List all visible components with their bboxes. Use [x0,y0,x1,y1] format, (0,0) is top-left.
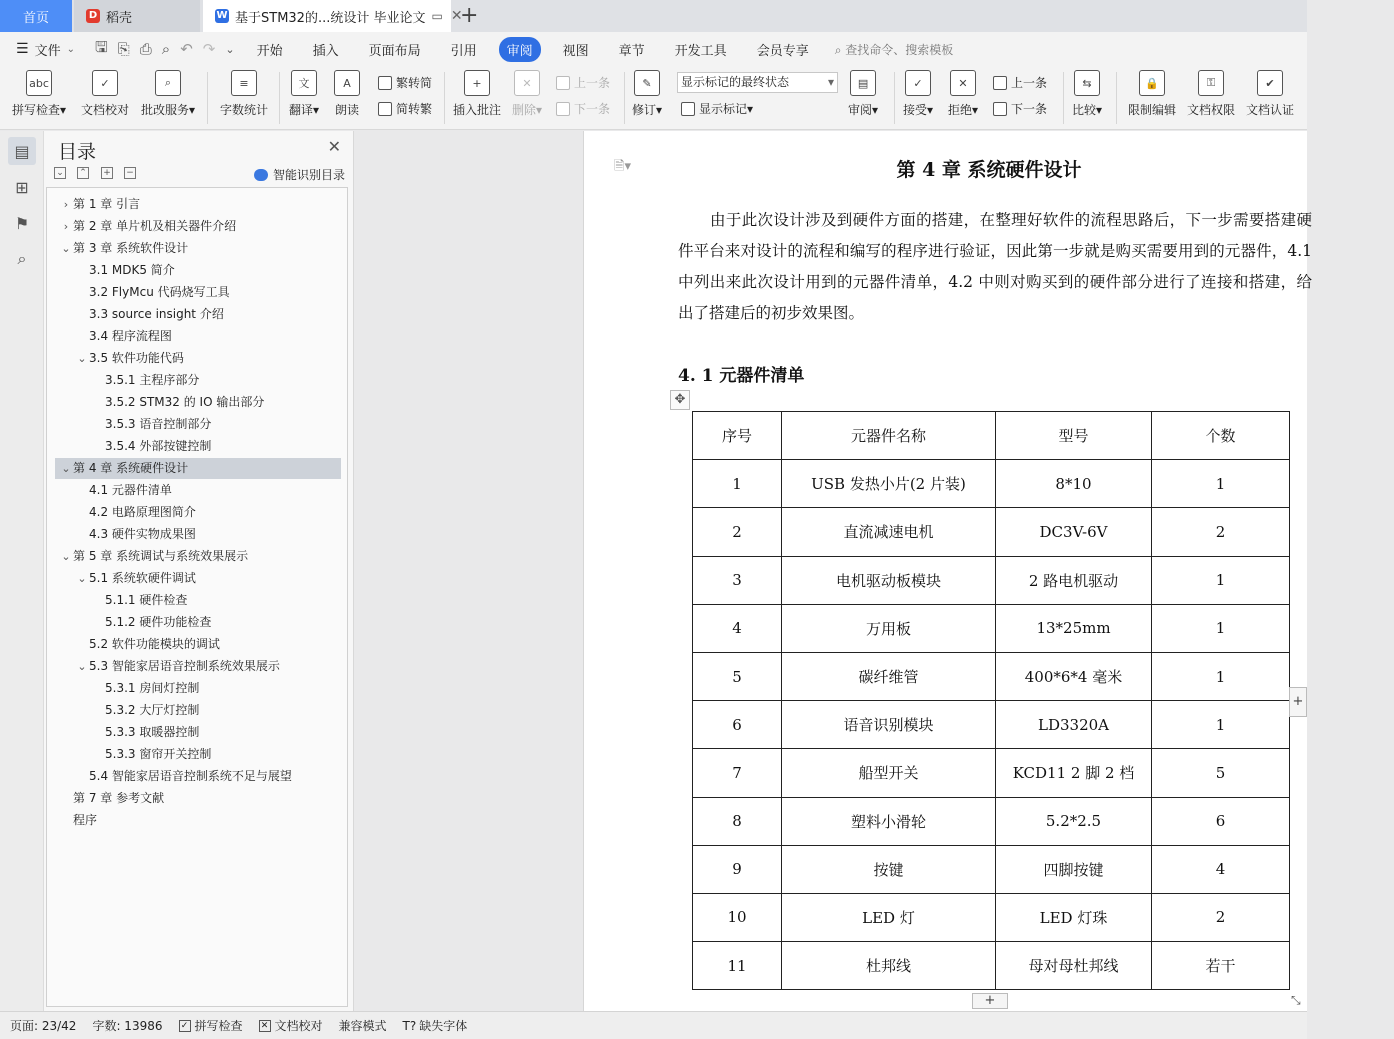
next-comment-label: 下一条 [574,102,611,116]
add-heading-icon[interactable]: + [101,167,113,179]
toc-item[interactable] [55,634,341,655]
table-row [693,893,1290,941]
read-aloud-label: 朗读 [334,103,359,117]
ribbon-separator [894,72,895,124]
next-change-label: 下一条 [1011,102,1048,116]
table-cell[interactable]: 2 [693,508,782,556]
prev-comment-button[interactable] [556,74,610,91]
toc-item-label: 5.3.3 取暖器控制 [105,725,200,739]
chapter-heading: 第 4 章 系统硬件设计 [896,159,1082,181]
doc-proof-label: 文档校对 [81,103,130,117]
toc-item[interactable] [55,392,341,413]
read-aloud-icon: A [334,70,360,96]
menu-bar [0,32,1307,66]
table-cell[interactable]: 2 [1152,508,1290,556]
next-comment-button[interactable] [556,100,610,117]
menu-tab-developer[interactable]: 开发工具 [674,43,727,59]
translate-label: 翻译 [289,103,314,117]
accept-label: 接受 [903,103,928,117]
toc-item[interactable] [55,568,341,589]
table-row [693,749,1290,797]
font-warning-icon: T? [402,1018,417,1033]
toc-item[interactable] [55,678,341,699]
window-restore-icon[interactable]: ▭ [431,9,443,23]
next-change-icon [993,102,1007,116]
table-row [693,652,1290,700]
file-menu-button[interactable] [16,40,75,59]
next-comment-icon [556,102,570,116]
toc-item[interactable] [55,480,341,501]
table-cell[interactable]: 船型开关 [782,749,996,797]
prev-comment-icon [556,76,570,90]
close-icon[interactable]: ✕ [327,137,341,156]
table-cell[interactable]: 3 [693,556,782,604]
word-count-label: 字数统计 [220,103,269,117]
toc-item-label: 5.4 智能家居语音控制系统不足与展望 [89,769,292,783]
toc-list [46,187,348,1007]
toc-item-label: 第 5 章 系统调试与系统效果展示 [73,549,249,563]
status-spell-label: 拼写检查 [194,1019,243,1033]
table-cell[interactable]: 1 [1152,604,1290,652]
table-cell[interactable]: 1 [1152,701,1290,749]
prev-change-icon [993,76,1007,90]
tab-document-label: 基于STM32的...统设计 毕业论文 [235,10,426,26]
table-row [693,701,1290,749]
reject-icon: ✕ [950,70,976,96]
status-bar [0,1011,1307,1039]
table-row [693,460,1290,508]
table-cell[interactable]: 5.2*2.5 [996,797,1152,845]
review-service-button[interactable]: ⌕ 批改服务▾ [141,70,195,118]
prev-change-button[interactable] [993,74,1047,91]
toc-item-label: 3.5.2 STM32 的 IO 输出部分 [105,395,265,409]
table-cell[interactable]: 1 [1152,652,1290,700]
checkbox-x-icon: ✕ [259,1020,271,1032]
delete-comment-button[interactable]: ✕ 删除▾ [512,70,542,118]
table-cell[interactable]: 9 [693,845,782,893]
translate-icon: 文 [291,70,317,96]
table-header-cell: 序号 [693,412,782,460]
track-changes-icon: ✎ [634,70,660,96]
menu-tab-view[interactable]: 视图 [562,43,589,59]
writer-doc-icon: W [216,10,228,21]
chevron-down-icon[interactable]: ⌄ [61,550,71,563]
table-cell[interactable]: 4 [693,604,782,652]
quick-access-dropdown-icon[interactable]: ⌄ [225,42,235,56]
nav-rail [0,131,44,1011]
toc-item[interactable] [55,700,341,721]
table-header-cell: 元器件名称 [782,412,996,460]
table-cell[interactable]: LD3320A [996,701,1152,749]
menu-tab-references[interactable]: 引用 [450,43,477,59]
toc-item[interactable] [55,458,341,479]
toc-item-label: 5.3.2 大厅灯控制 [105,703,200,717]
table-cell[interactable]: 8 [693,797,782,845]
command-search-placeholder: 查找命令、搜索模板 [845,42,954,57]
review-pane-label: 审阅 [848,103,873,117]
accept-icon: ✓ [905,70,931,96]
toc-item[interactable] [55,546,341,567]
table-cell[interactable]: 11 [693,942,782,990]
toc-item-label: 5.1 系统软硬件调试 [89,571,196,585]
command-search[interactable] [835,41,954,58]
menu-tab-home[interactable]: 开始 [256,43,283,59]
restrict-edit-button[interactable] [1128,70,1176,118]
prev-comment-label: 上一条 [574,76,611,90]
toc-item[interactable] [55,260,341,281]
table-cell[interactable]: 2 [1152,893,1290,941]
table-row [693,845,1290,893]
table-cell[interactable]: 万用板 [782,604,996,652]
spell-check-label: 拼写检查 [12,103,61,117]
toc-title: 目录 [58,141,97,163]
chevron-down-icon[interactable]: ⌄ [77,660,87,673]
table-cell[interactable]: 电机驱动板模块 [782,556,996,604]
toc-item[interactable] [55,194,341,215]
table-cell[interactable]: 6 [1152,797,1290,845]
track-changes-button[interactable]: ✎ 修订▾ [632,70,662,118]
compare-icon: ⇆ [1074,70,1100,96]
add-column-icon[interactable]: + [1289,687,1307,717]
toc-item[interactable] [55,282,341,303]
menu-tab-member[interactable]: 会员专享 [756,43,809,59]
spell-check-icon: abc [26,70,52,96]
traditional-to-simplified-label: 繁转简 [396,76,433,90]
reject-button[interactable]: ✕ 拒绝▾ [948,70,978,118]
toc-item-label: 3.2 FlyMcu 代码烧写工具 [89,285,230,299]
doc-permission-button[interactable] [1187,70,1235,118]
chevron-down-icon[interactable]: ⌄ [77,572,87,585]
toc-item-label: 第 4 章 系统硬件设计 [73,461,189,475]
toc-item-label: 3.3 source insight 介绍 [89,307,224,321]
menu-tab-insert[interactable]: 插入 [312,43,339,59]
toc-item-label: 3.5.1 主程序部分 [105,373,200,387]
table-cell[interactable]: 语音识别模块 [782,701,996,749]
show-markup-label: 显示标记 [699,102,748,116]
spell-check-button[interactable]: abc 拼写检查▾ [12,70,66,118]
table-cell[interactable]: 10 [693,893,782,941]
insert-comment-button[interactable] [453,70,501,118]
review-pane-icon: ▤ [850,70,876,96]
table-cell[interactable]: 碳纤维管 [782,652,996,700]
review-ribbon [0,66,1307,130]
chevron-down-icon[interactable]: ⌄ [77,352,87,365]
table-cell[interactable]: 2 路电机驱动 [996,556,1152,604]
toc-item-label: 5.3 智能家居语音控制系统效果展示 [89,659,280,673]
compat-mode-indicator: 兼容模式 [338,1019,387,1033]
review-service-icon: ⌕ [155,70,181,96]
simplified-to-traditional-button[interactable] [378,100,432,117]
chevron-right-icon[interactable]: › [63,220,69,233]
collapse-all-icon[interactable]: ⌃ [77,167,89,179]
show-markup-icon [681,102,695,116]
traditional-to-simplified-icon [378,76,392,90]
table-cell[interactable]: 母对母杜邦线 [996,942,1152,990]
translate-button[interactable]: 文 翻译▾ [289,70,319,118]
table-cell[interactable]: 1 [1152,460,1290,508]
toc-item[interactable] [55,436,341,457]
reject-label: 拒绝 [948,103,973,117]
table-row [693,797,1290,845]
doc-cert-label: 文档认证 [1246,103,1295,117]
search-icon[interactable]: ⌕ [17,249,27,268]
toc-item-label: 3.5.3 语音控制部分 [105,417,212,431]
accept-button[interactable]: ✓ 接受▾ [903,70,933,118]
review-pane-button[interactable]: ▤ 审阅▾ [848,70,878,118]
hamburger-icon: ☰ [16,41,29,57]
menu-tab-review[interactable]: 审阅 [499,37,541,62]
status-doc-proof[interactable] [259,1017,323,1034]
bookmark-icon[interactable]: ⚑ [14,213,30,233]
table-cell[interactable]: LED 灯珠 [996,893,1152,941]
toc-item[interactable] [55,370,341,391]
toc-item-label: 5.3.3 窗帘开关控制 [105,747,212,761]
toc-item-label: 第 1 章 引言 [73,197,141,211]
menu-tab-layout[interactable]: 页面布局 [368,43,421,59]
compare-label: 比较 [1072,103,1097,117]
chapter-nav-icon[interactable]: ⊞ [15,177,29,197]
table-cell[interactable]: 5 [693,652,782,700]
toc-item-label: 5.3.1 房间灯控制 [105,681,200,695]
toc-item[interactable] [55,216,341,237]
toc-item-label: 5.2 软件功能模块的调试 [89,637,220,651]
review-service-label: 批改服务 [141,103,190,117]
insert-comment-label: 插入批注 [453,103,502,117]
table-cell[interactable]: 杜邦线 [782,942,996,990]
toc-item[interactable] [55,744,341,765]
table-row [693,556,1290,604]
shield-icon: ✔ [1257,70,1283,96]
table-cell[interactable]: 4 [1152,845,1290,893]
toc-item-label: 程序 [73,813,98,827]
table-cell[interactable]: LED 灯 [782,893,996,941]
smart-toc-label: 智能识别目录 [272,168,345,182]
remove-heading-icon[interactable]: − [124,167,136,179]
table-cell[interactable]: 四脚按键 [996,845,1152,893]
document-page [583,131,1312,1011]
tab-daoke[interactable] [74,0,200,32]
page-indicator[interactable]: 页面: 23/42 [10,1019,77,1033]
save-icon[interactable]: 🖫 [94,37,108,56]
toc-item-label: 第 3 章 系统软件设计 [73,241,189,255]
toc-item[interactable] [55,348,341,369]
toc-item[interactable] [55,722,341,743]
table-cell[interactable]: 5 [1152,749,1290,797]
toc-item-label: 4.3 硬件实物成果图 [89,527,196,541]
prev-change-label: 上一条 [1011,76,1048,90]
redo-icon[interactable]: ↷ [202,40,216,58]
ribbon-separator [444,72,445,124]
doc-permission-icon: ⚿ [1198,70,1224,96]
tab-bar [0,0,1307,32]
toc-item[interactable] [55,810,341,831]
table-cell[interactable]: 8*10 [996,460,1152,508]
table-cell[interactable]: USB 发热小片(2 片装) [782,460,996,508]
chevron-down-icon: ⌄ [66,43,75,55]
section-heading: 4. 1 元器件清单 [678,366,805,386]
table-row [693,942,1290,990]
toc-panel [44,131,354,1011]
toc-item-label: 3.1 MDK5 简介 [89,263,175,277]
read-aloud-button[interactable] [334,70,360,118]
table-row [693,508,1290,556]
menu-tab-chapter[interactable]: 章节 [618,43,645,59]
toc-item-label: 3.5 软件功能代码 [89,351,184,365]
simplified-to-traditional-label: 简转繁 [396,102,433,116]
status-proof-label: 文档校对 [274,1019,323,1033]
toc-item[interactable] [55,788,341,809]
table-cell[interactable]: 400*6*4 毫米 [996,652,1152,700]
table-header-row [693,412,1290,460]
table-cell[interactable]: 塑料小滑轮 [782,797,996,845]
simplified-to-traditional-icon [378,102,392,116]
toc-item[interactable] [55,326,341,347]
table-cell[interactable]: DC3V-6V [996,508,1152,556]
add-tab-icon[interactable]: + [460,3,479,28]
toc-item-label: 第 7 章 参考文献 [73,791,165,805]
chevron-right-icon[interactable]: › [63,198,69,211]
undo-icon[interactable]: ↶ [180,40,193,58]
page-gutter [355,131,583,1011]
markup-state-select[interactable]: 显示标记的最终状态 ▾ [677,72,838,93]
toc-item[interactable] [55,656,341,677]
search-icon: ⌕ [834,42,842,57]
toc-item[interactable] [55,766,341,787]
checkbox-check-icon: ✓ [179,1020,191,1032]
toc-item[interactable] [55,304,341,325]
expand-all-icon[interactable]: ⌄ [54,167,66,179]
next-change-button[interactable] [993,100,1047,117]
table-cell[interactable]: 直流减速电机 [782,508,996,556]
print-preview-icon[interactable]: ⌕ [161,40,171,58]
chevron-down-icon[interactable]: ⌄ [61,242,71,255]
export-pdf-icon[interactable]: ⎘ [117,40,130,58]
add-row-icon[interactable]: + [972,993,1008,1009]
page-options-icon[interactable]: 🗎▾ [614,159,631,174]
toc-item-label: 第 2 章 单片机及相关器件介绍 [73,219,237,233]
doc-cert-button[interactable] [1246,70,1294,118]
table-cell[interactable]: 1 [1152,556,1290,604]
restrict-edit-label: 限制编辑 [1128,103,1177,117]
ribbon-separator [1063,72,1064,124]
print-icon[interactable]: ⎙ [139,40,152,58]
file-menu-label: 文件 [34,43,61,59]
lock-icon: 🔒 [1139,70,1165,96]
component-table [692,411,1290,990]
table-header-cell: 型号 [996,412,1152,460]
status-spell-check[interactable] [179,1017,243,1034]
doc-proof-button[interactable] [81,70,129,118]
body-paragraph: 由于此次设计涉及到硬件方面的搭建，在整理好软件的流程思路后，下一步需要搭建硬件平台来对设计的流程和编写的程序进行验证，因此第一步就是购买需要用到的元器件，4.1 中列出来此次设计用到的元器件清单，4.2 中则对购买到的硬件部分进行了连接和搭建，给出了搭建后的初步效果图。 [678,211,1312,322]
table-cell[interactable]: 7 [693,749,782,797]
expand-icon[interactable]: ⤡ [1291,993,1301,1007]
smart-ai-icon [254,169,268,181]
toc-item[interactable] [55,238,341,259]
table-move-handle-icon[interactable]: ✥ [670,390,690,410]
ribbon-separator [1116,72,1117,124]
toc-item[interactable] [55,612,341,633]
show-markup-button[interactable]: 显示标记▾ [681,100,753,117]
word-count-icon: ≡ [231,70,257,96]
traditional-to-simplified-button[interactable] [378,74,432,91]
delete-comment-icon: ✕ [514,70,540,96]
smart-toc-button[interactable] [254,166,345,183]
toc-item-label: 3.5.4 外部按键控制 [105,439,212,453]
daoke-logo-icon: D [86,9,100,23]
tab-daoke-label: 稻壳 [106,10,133,26]
tab-home[interactable] [0,0,72,32]
table-cell[interactable]: 13*25mm [996,604,1152,652]
delete-comment-label: 删除 [512,103,537,117]
missing-font-label: 缺失字体 [419,1019,468,1033]
toc-item-label: 5.1.2 硬件功能检查 [105,615,212,629]
word-count-button[interactable] [220,70,268,118]
table-cell[interactable]: 若干 [1152,942,1290,990]
insert-comment-icon: + [464,70,490,96]
toc-item-label: 4.1 元器件清单 [89,483,172,497]
table-cell[interactable]: 1 [693,460,782,508]
ribbon-separator [624,72,625,124]
tab-home-label: 首页 [22,10,49,26]
toc-item-label: 4.2 电路原理图简介 [89,505,196,519]
doc-permission-label: 文档权限 [1187,103,1236,117]
ribbon-separator [279,72,280,124]
track-changes-label: 修订 [632,103,657,117]
table-cell[interactable]: 按键 [782,845,996,893]
table-header-cell: 个数 [1152,412,1290,460]
toc-item[interactable] [55,590,341,611]
compare-button[interactable]: ⇆ 比较▾ [1072,70,1102,118]
table-row [693,604,1290,652]
doc-proof-icon: ✓ [92,70,118,96]
table-cell[interactable]: 6 [693,701,782,749]
missing-font-button[interactable] [403,1017,468,1034]
table-cell[interactable]: KCD11 2 脚 2 档 [996,749,1152,797]
tab-document[interactable] [203,0,463,32]
toc-item-label: 5.1.1 硬件检查 [105,593,188,607]
toc-item[interactable] [55,524,341,545]
toc-item-label: 3.4 程序流程图 [89,329,172,343]
ribbon-separator [207,72,208,124]
close-tab-icon[interactable]: ✕ [450,8,463,24]
toc-item[interactable] [55,502,341,523]
toc-panel-icon[interactable]: ▤ [8,137,36,165]
chevron-down-icon[interactable]: ⌄ [61,462,71,475]
word-count-indicator[interactable]: 字数: 13986 [92,1019,163,1033]
toc-item[interactable] [55,414,341,435]
